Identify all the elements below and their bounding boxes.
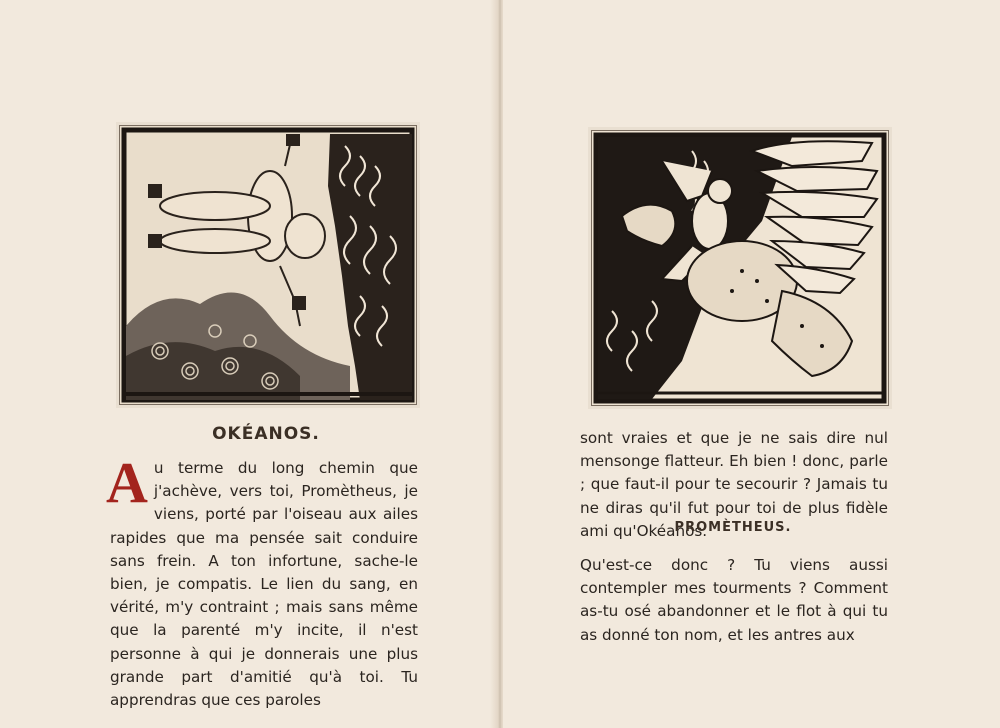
speaker-heading-prometheus: PROMÈTHEUS. — [674, 520, 792, 535]
illustration-chained-prometheus — [119, 125, 417, 405]
drop-cap: A — [106, 450, 148, 515]
illustration-okeanos-on-griffin — [591, 130, 889, 406]
speaker-heading-okeanos: OKÉANOS. — [212, 424, 320, 444]
left-page — [0, 0, 497, 728]
woodcut-griffin-image — [592, 131, 888, 405]
speech-paragraph: Qu'est-ce donc ? Tu viens aussi contempler mes tourments ? Comment as-tu osé abandonner et le flot à qui tu as donné ton nom, et les antres aux — [580, 556, 888, 644]
continuation-paragraph: sont vraies et que je ne sais dire nul mensonge flatteur. Eh bien ! donc, parle ; que faut-il pour te secourir ? Jamais tu ne diras qu'il fut pour toi de plus fidèle ami qu'Okéanos. — [580, 429, 888, 540]
paragraph-text: u terme du long chemin que j'achève, vers toi, Promètheus, je viens, porté par l'oiseau aux ailes rapides que ma pensée sait conduire sans frein. A ton infortune, sache-le bien, je compatis. Le lien du sang, en vérité, m'y contraint ; mais sans même que la parenté m'y incite, il n'est personne à qui je donnerais une plus grande part d'amitié qu'à toi. Tu apprendras que ces paroles — [110, 459, 418, 710]
woodcut-prometheus-image — [120, 126, 416, 404]
speech-paragraph — [106, 450, 418, 712]
right-page — [503, 0, 1000, 728]
